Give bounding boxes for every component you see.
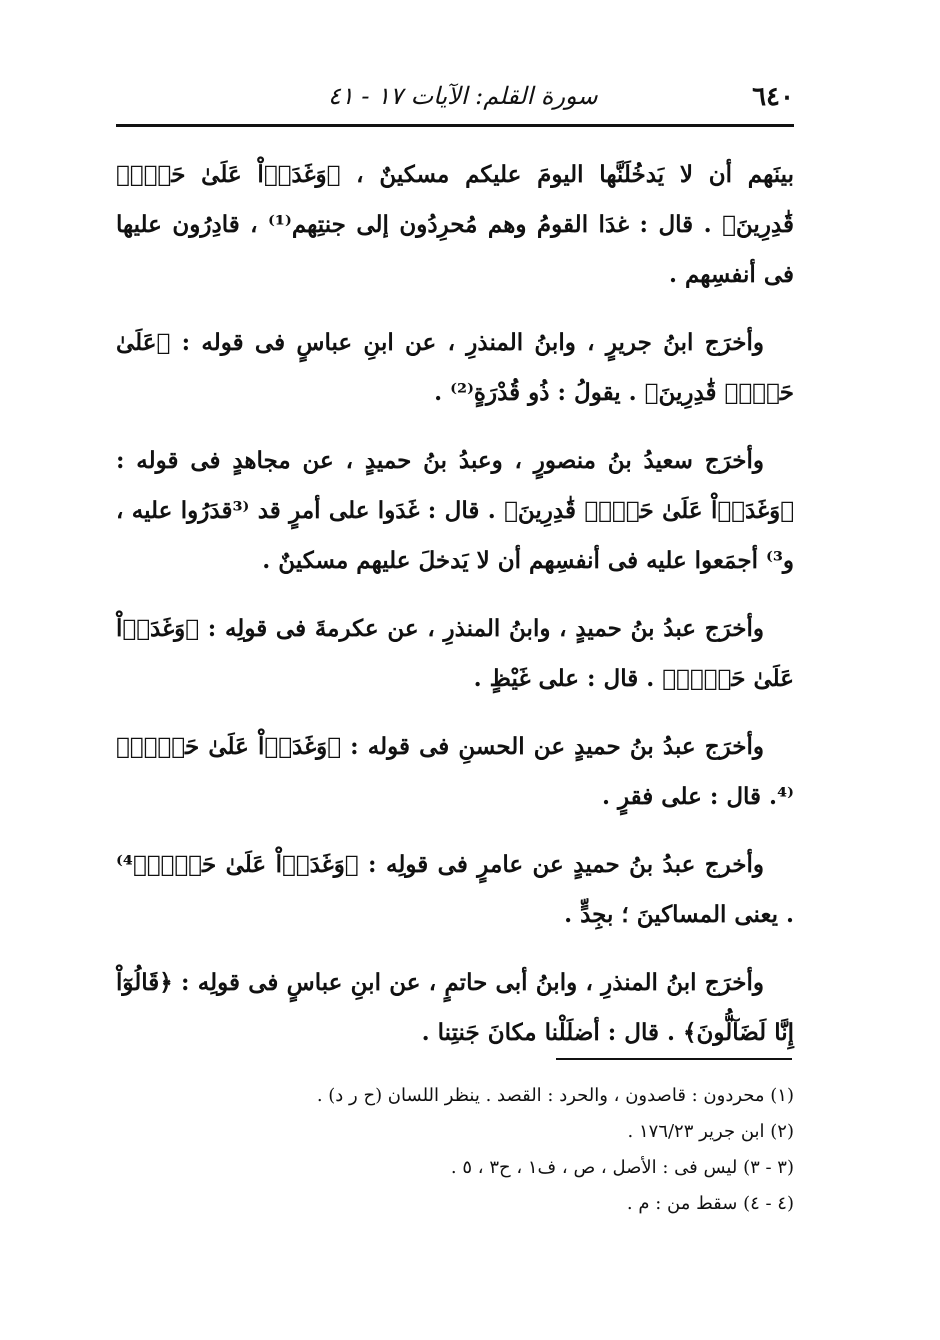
paragraph: وأخرَج عبدُ بنُ حميدٍ ، وابنُ المنذرِ ، عن عكرمةَ فى قولِه : ﴿وَغَدَوۡاْ عَلَىٰ حَرۡدٖ﴾ . قال : على غَيْظٍ .: [116, 615, 794, 692]
footnote-rule: [556, 1058, 792, 1060]
footnote: (٢) ابن جرير ١٧٦/٢٣ .: [627, 1121, 794, 1142]
header-rule: [116, 124, 794, 127]
footnotes: [116, 1078, 794, 1222]
paragraph: وأخرَج ابنُ جريرٍ ، وابنُ المنذرِ ، عن ابنِ عباسٍ فى قوله : ﴿عَلَىٰ حَرۡدٖ قَٰدِرِينَ﴾ . يقولُ : ذُو قُدْرَةٍ⁽²⁾ .: [116, 329, 794, 406]
page-number: ٦٤٠: [752, 82, 794, 112]
footnote: (٣ - ٣) ليس فى : الأصل ، ص ، ف١ ، ح٣ ، ٥ .: [450, 1157, 794, 1178]
paragraph: بينَهم أن لا يَدخُلَنَّها اليومَ عليكم مسكينٌ ، ﴿وَغَدَوۡاْ عَلَىٰ حَرۡدٖ قَٰدِرِينَ﴾ . قال : غدَا القومُ وهم مُحرِدُون إلى جنتِهم⁽¹⁾ ، قادِرُون عليها فى أنفسِهم .: [116, 161, 794, 288]
main-text: [116, 150, 794, 1076]
paragraph: وأخرَج ابنُ المنذرِ ، وابنُ أبى حاتمٍ ، عن ابنِ عباسٍ فى قولِه : ﴿قَالُوٓاْ إِنَّا لَضَآلُّونَ﴾ . قال : أضلَلْنا مكانَ جَنتِنا .: [116, 969, 794, 1046]
footnote: (٤ - ٤) سقط من : م .: [626, 1193, 794, 1214]
page-header: [118, 78, 794, 118]
footnote: (١) محردون : قاصدون ، والحرد : القصد . ينظر اللسان (ح ر د) .: [316, 1085, 794, 1106]
running-head: سورة القلم: الآيات ١٧ - ٤١: [328, 82, 598, 110]
paragraph: وأخرج عبدُ بنُ حميدٍ عن عامرٍ فى قولِه : ﴿وَغَدَوۡاْ عَلَىٰ حَرۡدٖ﴾⁴⁾ . يعنى المساكينَ ؛ بجِدٍّ .: [116, 851, 794, 928]
paragraph: وأخرَج سعيدُ بنُ منصورٍ ، وعبدُ بنُ حميدٍ ، عن مجاهدٍ فى قوله : ﴿وَغَدَوۡاْ عَلَىٰ حَرۡدٖ قَٰدِرِينَ﴾ . قال : غَدَوا على أمرٍ قد ⁽³قدَرُوا عليه ، و³⁾ أجمَعوا عليه فى أنفسِهم أن لا يَدخلَ عليهم مسكينٌ .: [116, 447, 794, 574]
paragraph: وأخرَج عبدُ بنُ حميدٍ عن الحسنِ فى قوله : ﴿وَغَدَوۡاْ عَلَىٰ حَرۡدٖ﴾ ⁽⁴. قال : على فقرٍ .: [116, 733, 794, 810]
